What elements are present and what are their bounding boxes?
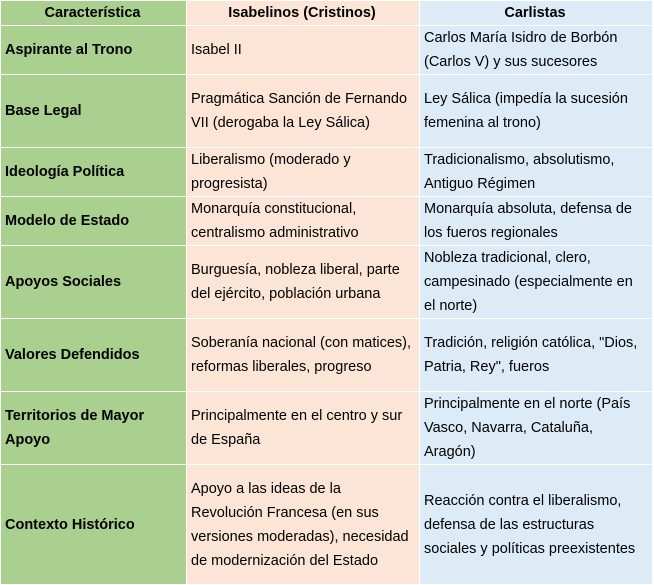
isabelinos-cell: Burguesía, nobleza liberal, parte del ejército, población urbana xyxy=(187,246,420,319)
row-label: Base Legal xyxy=(1,75,187,148)
isabelinos-cell: Soberanía nacional (con matices), reformas liberales, progreso xyxy=(187,319,420,392)
table-row xyxy=(1,75,653,148)
table-row xyxy=(1,465,653,585)
isabelinos-cell: Pragmática Sanción de Fernando VII (derogaba la Ley Sálica) xyxy=(187,75,420,148)
carlistas-cell: Nobleza tradicional, clero, campesinado (especialmente en el norte) xyxy=(420,246,653,319)
header-isabelinos: Isabelinos (Cristinos) xyxy=(187,1,420,26)
header-caracteristica: Característica xyxy=(1,1,187,26)
row-label: Ideología Política xyxy=(1,148,187,197)
row-label: Territorios de Mayor Apoyo xyxy=(1,392,187,465)
header-carlistas: Carlistas xyxy=(420,1,653,26)
row-label: Valores Defendidos xyxy=(1,319,187,392)
isabelinos-cell: Principalmente en el centro y sur de España xyxy=(187,392,420,465)
carlistas-cell: Monarquía absoluta, defensa de los fueros regionales xyxy=(420,197,653,246)
table-row xyxy=(1,148,653,197)
carlistas-cell: Ley Sálica (impedía la sucesión femenina al trono) xyxy=(420,75,653,148)
header-row xyxy=(1,1,653,26)
row-label: Aspirante al Trono xyxy=(1,26,187,75)
row-label: Modelo de Estado xyxy=(1,197,187,246)
carlistas-cell: Carlos María Isidro de Borbón (Carlos V) y sus sucesores xyxy=(420,26,653,75)
table-row xyxy=(1,392,653,465)
row-label: Contexto Histórico xyxy=(1,465,187,585)
table-row xyxy=(1,246,653,319)
carlistas-cell: Tradicionalismo, absolutismo, Antiguo Régimen xyxy=(420,148,653,197)
isabelinos-cell: Monarquía constitucional, centralismo administrativo xyxy=(187,197,420,246)
isabelinos-cell: Apoyo a las ideas de la Revolución Francesa (en sus versiones moderadas), necesidad de modernización del Estado xyxy=(187,465,420,585)
row-label: Apoyos Sociales xyxy=(1,246,187,319)
table-row xyxy=(1,319,653,392)
carlistas-cell: Tradición, religión católica, "Dios, Patria, Rey", fueros xyxy=(420,319,653,392)
carlistas-cell: Reacción contra el liberalismo, defensa de las estructuras sociales y políticas preexistentes xyxy=(420,465,653,585)
isabelinos-cell: Isabel II xyxy=(187,26,420,75)
carlistas-cell: Principalmente en el norte (País Vasco, Navarra, Cataluña, Aragón) xyxy=(420,392,653,465)
table-row xyxy=(1,197,653,246)
isabelinos-cell: Liberalismo (moderado y progresista) xyxy=(187,148,420,197)
table-row xyxy=(1,26,653,75)
